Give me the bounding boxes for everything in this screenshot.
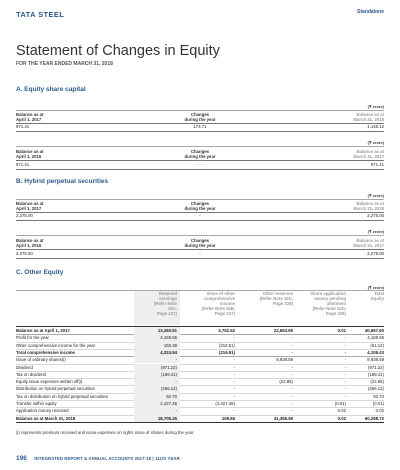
cell-reserves: - <box>291 342 293 348</box>
cell-total: (971.22) <box>367 364 384 370</box>
table-row <box>16 364 384 371</box>
cell-oci: - <box>233 408 235 414</box>
cell-retained: 13,260.91 <box>134 327 180 334</box>
cell-share_app: - <box>344 342 346 348</box>
section-c-heading: C. Other Equity <box>16 269 64 276</box>
cell-reserves: - <box>291 386 293 392</box>
table-row <box>16 407 384 414</box>
b1-col-changes: Changes during the year <box>184 201 216 211</box>
divider <box>16 220 384 221</box>
page-number: 196 <box>16 455 27 462</box>
a1-opening-value: 971.41 <box>16 124 30 129</box>
cell-retained: 4,169.55 <box>134 334 180 341</box>
b1-closing-value: 2,275.00 <box>367 213 384 218</box>
table-row <box>16 342 384 349</box>
row-label: Application money received <box>16 408 69 414</box>
a2-change-value: - <box>199 162 201 167</box>
cell-share_app: 0.01 <box>337 328 346 333</box>
cell-share_app: - <box>344 335 346 341</box>
row-label: Profit for the year <box>16 335 49 341</box>
divider <box>16 249 384 250</box>
cell-share_app: 0.02 <box>337 415 346 421</box>
cell-reserves: - <box>291 393 293 399</box>
a2-opening-value: 971.41 <box>16 162 30 167</box>
row-label: Other comprehensive income for the year <box>16 342 96 348</box>
a1-change-value: 174.71 <box>193 124 207 129</box>
cell-retained: (971.22) <box>134 364 180 371</box>
divider <box>16 131 384 132</box>
a1-col-changes: Changes during the year <box>184 112 216 122</box>
cell-oci: - <box>233 379 235 385</box>
b1-opening-value: 2,275.00 <box>16 213 33 218</box>
a2-closing-value: 971.41 <box>370 162 384 167</box>
divider <box>16 235 384 236</box>
unit-label: (₹ crore) <box>367 104 384 109</box>
cell-reserves: 8,939.59 <box>276 357 293 363</box>
b2-col-changes: Changes during the year <box>184 238 216 248</box>
cell-share_app: 0.02 <box>337 408 346 414</box>
unit-label: (₹ crore) <box>367 229 384 234</box>
table-row <box>16 400 384 407</box>
unit-label: (₹ crore) <box>367 193 384 198</box>
a1-col-opening: Balance as at April 1, 2017 <box>16 112 44 122</box>
row-label: Equity issue expenses written off(i) <box>16 379 83 385</box>
cell-total: 8,939.59 <box>367 357 384 363</box>
cell-retained: - <box>134 378 180 385</box>
cell-total: 60,268.72 <box>364 415 384 421</box>
cell-total: 0.02 <box>375 408 384 414</box>
divider <box>16 146 384 147</box>
b2-col-closing: Balance as at March 31, 2017 <box>353 238 384 248</box>
cell-reserves: - <box>291 401 293 406</box>
cell-oci: - <box>233 364 235 370</box>
b2-col-opening: Balance as at April 1, 2016 <box>16 238 44 248</box>
table-row <box>16 415 384 422</box>
col-other-reserves: Other reserves (Refer Note 15C, Page 228) <box>259 291 293 306</box>
cell-oci: 3,752.62 <box>218 328 235 333</box>
table-row <box>16 393 384 400</box>
divider <box>16 160 384 161</box>
cell-oci: - <box>233 386 235 392</box>
table-row <box>16 378 384 385</box>
unit-label: (₹ crore) <box>367 140 384 145</box>
b1-change-value: - <box>199 213 201 218</box>
col-retained-earnings: Retained earnings (Refer Note 15A, Page 227) <box>134 291 180 325</box>
table-row <box>16 327 384 334</box>
page-title: Statement of Changes in Equity <box>16 43 220 59</box>
cell-oci: (2,427.46) <box>215 401 235 406</box>
cell-oci: - <box>233 357 235 363</box>
cell-reserves: - <box>291 349 293 355</box>
divider <box>16 422 384 423</box>
a2-col-closing: Balance as at March 31, 2017 <box>353 149 384 159</box>
cell-total: (61.12) <box>370 342 384 348</box>
divider <box>16 110 384 111</box>
b1-col-closing: Balance as at March 31, 2018 <box>353 201 384 211</box>
cell-retained: 92.70 <box>134 393 180 400</box>
col-share-application: Share application money pending allotment (Refer Note 15D, Page 229) <box>310 291 346 316</box>
page-subtitle: FOR THE YEAR ENDED MARCH 31, 2018 <box>16 61 113 67</box>
cell-oci: - <box>233 335 235 341</box>
cell-oci: 108.65 <box>221 415 235 421</box>
cell-total: 4,108.43 <box>367 349 384 355</box>
b1-col-opening: Balance as at April 1, 2017 <box>16 201 44 211</box>
brand-logo: TATA STEEL <box>16 10 65 19</box>
cell-retained: 2,427.45 <box>134 400 180 407</box>
row-label: Dividend <box>16 364 33 370</box>
a1-col-closing: Balance as at March 31, 2018 <box>353 112 384 122</box>
cell-total: (22.85) <box>370 379 384 385</box>
cell-share_app: - <box>344 357 346 363</box>
row-label: Tax on dividend <box>16 371 46 377</box>
b2-change-value: - <box>199 251 201 256</box>
cell-retained: - <box>134 356 180 363</box>
table-row <box>16 385 384 392</box>
cell-oci: - <box>233 371 235 377</box>
cell-reserves: 41,359.59 <box>273 415 293 421</box>
cell-total: (0.01) <box>372 401 384 406</box>
cell-share_app: - <box>344 379 346 385</box>
report-name: INTEGRATED REPORT & ANNUAL ACCOUNTS 2017-18 | 111th YEAR <box>34 456 180 461</box>
col-oci: Items of other comprehensive income (Refer Note 15B, Page 227) <box>201 291 235 316</box>
cell-share_app: - <box>344 393 346 399</box>
divider <box>16 199 384 200</box>
divider <box>16 258 384 259</box>
section-b-heading: B. Hybrid perpetual securities <box>16 178 109 185</box>
a2-col-changes: Changes during the year <box>184 149 216 159</box>
table-row <box>16 356 384 363</box>
b2-opening-value: 2,275.00 <box>16 251 33 256</box>
cell-total: (266.12) <box>367 386 384 392</box>
cell-retained: (266.12) <box>134 385 180 392</box>
cell-reserves: - <box>291 364 293 370</box>
cell-retained: 18,705.25 <box>134 415 180 422</box>
cell-retained: - <box>134 407 180 414</box>
cell-total: (188.41) <box>367 371 384 377</box>
cell-total: 4,169.55 <box>367 335 384 341</box>
cell-share_app: - <box>344 371 346 377</box>
table-row <box>16 371 384 378</box>
table-row <box>16 334 384 341</box>
cell-reserves: 22,653.65 <box>273 328 293 333</box>
footnote: (i) represents premium received and issue expenses on rights issue of shares during the year. <box>16 430 195 435</box>
table-row <box>16 349 384 356</box>
section-a-heading: A. Equity share capital <box>16 86 86 93</box>
cell-oci: (216.51) <box>218 342 235 348</box>
cell-retained: 4,324.94 <box>134 349 180 356</box>
cell-share_app: (0.01) <box>334 401 346 406</box>
row-label: Transfer within equity <box>16 401 57 406</box>
cell-share_app: - <box>344 349 346 355</box>
divider <box>16 169 384 170</box>
cell-total: 92.70 <box>373 393 384 399</box>
cell-reserves: - <box>291 335 293 341</box>
row-label: Balance as at March 31, 2018 <box>16 415 76 421</box>
unit-label: (₹ crore) <box>367 285 384 290</box>
cell-oci: (216.51) <box>218 349 235 355</box>
row-label: Issue of ordinary shares(i) <box>16 357 66 363</box>
cell-share_app: - <box>344 364 346 370</box>
cell-reserves: - <box>291 371 293 377</box>
cell-retained: 155.39 <box>134 342 180 349</box>
cell-reserves: - <box>291 408 293 414</box>
page-footer <box>16 455 180 462</box>
col-total-equity: Total Equity <box>370 291 384 301</box>
row-label: Tax on distribution on hybrid perpetual securities <box>16 393 108 399</box>
row-label: Balance as at April 1, 2017 <box>16 328 70 333</box>
a2-col-opening: Balance as at April 1, 2016 <box>16 149 44 159</box>
a1-closing-value: 1,146.12 <box>367 124 384 129</box>
cell-retained: (188.41) <box>134 371 180 378</box>
cell-reserves: (22.85) <box>279 379 293 385</box>
cell-share_app: - <box>344 386 346 392</box>
row-label: Total comprehensive income <box>16 349 75 355</box>
cell-total: 40,667.60 <box>364 328 384 333</box>
cell-oci: - <box>233 393 235 399</box>
row-label: Distribution on hybrid perpetual securities <box>16 386 95 392</box>
b2-closing-value: 2,275.00 <box>367 251 384 256</box>
standalone-tag: Standalone <box>357 9 384 15</box>
